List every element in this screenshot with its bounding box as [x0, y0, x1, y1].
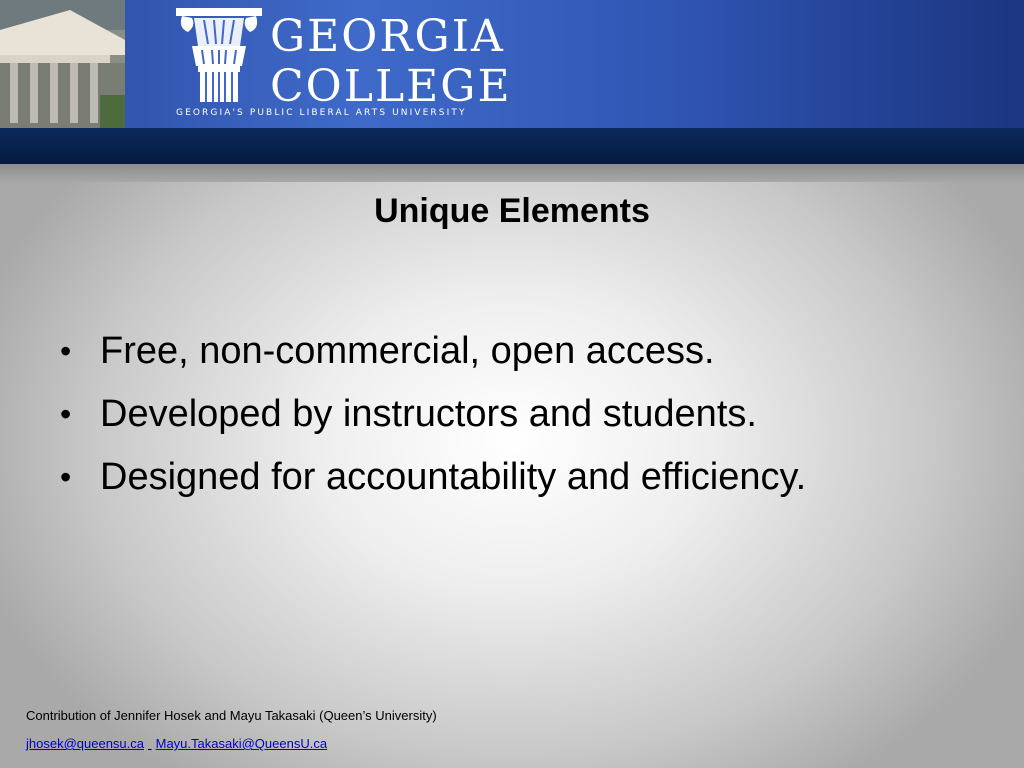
- bullet-icon: •: [60, 333, 72, 369]
- bullet-icon: •: [60, 396, 72, 432]
- college-wordmark: [270, 12, 512, 112]
- wordmark-line-1: GEORGIA: [270, 11, 505, 62]
- bullet-text: Designed for accountability and efficiency.: [100, 456, 807, 498]
- bullet-item: [60, 446, 806, 509]
- bullet-list: [60, 320, 806, 509]
- bullet-item: [60, 320, 806, 383]
- footer-credit: Contribution of Jennifer Hosek and Mayu Takasaki (Queen’s University): [26, 708, 437, 723]
- bullet-text: Developed by instructors and students.: [100, 393, 757, 435]
- footer-emails: [26, 736, 327, 751]
- email-link-hosek[interactable]: jhosek@queensu.ca: [26, 736, 144, 751]
- header-divider-bar: [0, 128, 1024, 164]
- slide-title: Unique Elements: [374, 192, 650, 230]
- bullet-icon: •: [60, 459, 72, 495]
- bullet-text: Free, non-commercial, open access.: [100, 330, 715, 372]
- header-banner: [0, 0, 1024, 128]
- campus-building-photo: [0, 0, 125, 128]
- wordmark-line-2: COLLEGE: [270, 61, 512, 112]
- email-link-takasaki[interactable]: Mayu.Takasaki@QueensU.ca: [155, 736, 328, 751]
- email-separator: [148, 736, 152, 751]
- column-capital-logo-icon: [174, 6, 264, 104]
- bullet-item: [60, 383, 806, 446]
- college-tagline: GEORGIA'S PUBLIC LIBERAL ARTS UNIVERSITY: [176, 108, 467, 118]
- gray-accent-bar: [0, 164, 1024, 182]
